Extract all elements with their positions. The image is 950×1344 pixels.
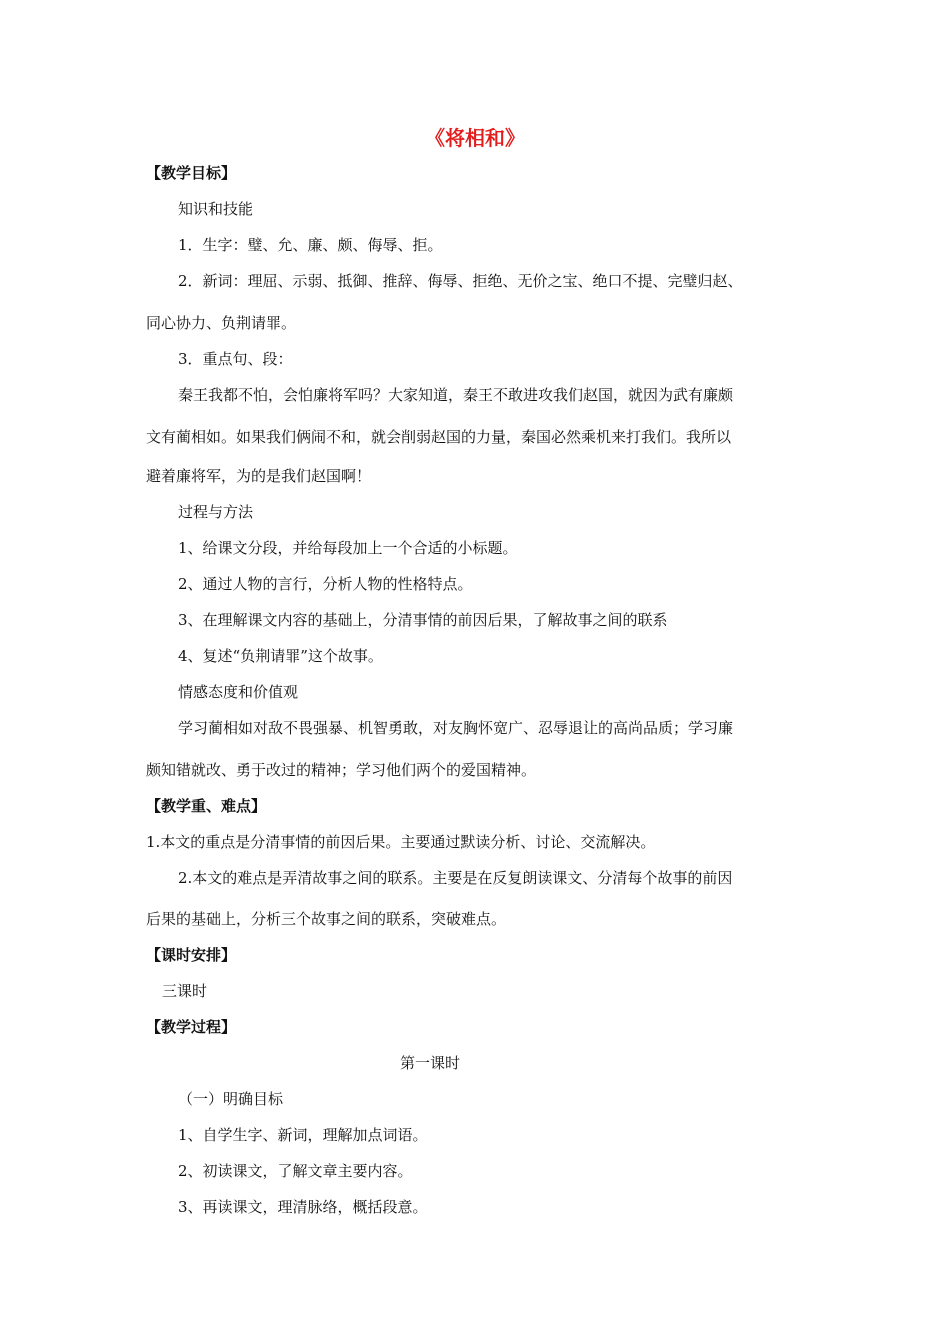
paragraph-line: 3、在理解课文内容的基础上，分清事情的前因后果，了解故事之间的联系	[178, 611, 668, 629]
paragraph-line: 2．新词：理屈、示弱、抵御、推辞、侮辱、拒绝、无价之宝、绝口不提、完璧归赵、	[178, 272, 743, 290]
paragraph-line: 2、通过人物的言行，分析人物的性格特点。	[178, 575, 473, 593]
paragraph-line: 同心协力、负荆请罪。	[146, 314, 297, 332]
paragraph-line: 1、自学生字、新词，理解加点词语。	[178, 1126, 428, 1144]
section-heading-key-points: 【教学重、难点】	[146, 797, 267, 815]
document-title: 《将相和》	[425, 126, 525, 150]
paragraph-line: 后果的基础上，分析三个故事之间的联系，突破难点。	[146, 910, 507, 928]
paragraph-line: 文有蔺相如。如果我们俩闹不和，就会削弱赵国的力量，秦国必然乘机来打我们。我所以	[146, 428, 732, 446]
paragraph-line: 学习蔺相如对敌不畏强暴、机智勇敢，对友胸怀宽广、忍辱退让的高尚品质；学习廉	[178, 719, 734, 737]
subheading-emotion-values: 情感态度和价值观	[178, 683, 299, 701]
paragraph-line: 4、复述“负荆请罪”这个故事。	[178, 647, 383, 665]
section-heading-objectives: 【教学目标】	[146, 164, 237, 182]
paragraph-line: 3、再读课文，理清脉络，概括段意。	[178, 1198, 428, 1216]
subheading-knowledge-skills: 知识和技能	[178, 200, 254, 218]
paragraph-line: 1、给课文分段，并给每段加上一个合适的小标题。	[178, 539, 518, 557]
paragraph-line: 秦王我都不怕，会怕廉将军吗？大家知道，秦王不敢进攻我们赵国，就因为武有廉颇	[178, 386, 734, 404]
paragraph-line: （一）明确目标	[178, 1090, 284, 1108]
paragraph-line: 1.本文的重点是分清事情的前因后果。主要通过默读分析、讨论、交流解决。	[146, 833, 656, 851]
section-heading-schedule: 【课时安排】	[146, 946, 237, 964]
paragraph-line: 2.本文的难点是弄清故事之间的联系。主要是在反复朗读课文、分清每个故事的前因	[178, 869, 733, 887]
section-heading-process: 【教学过程】	[146, 1018, 237, 1036]
paragraph-line: 1．生字：璧、允、廉、颇、侮辱、拒。	[178, 236, 443, 254]
paragraph-line: 避着廉将军，为的是我们赵国啊！	[146, 467, 372, 485]
paragraph-line: 三课时	[162, 982, 208, 1000]
paragraph-line: 颇知错就改、勇于改过的精神；学习他们两个的爱国精神。	[146, 761, 537, 779]
lesson-heading: 第一课时	[399, 1054, 460, 1072]
paragraph-line: 2、初读课文，了解文章主要内容。	[178, 1162, 413, 1180]
paragraph-line: 3．重点句、段：	[178, 350, 293, 368]
subheading-process-method: 过程与方法	[178, 503, 254, 521]
